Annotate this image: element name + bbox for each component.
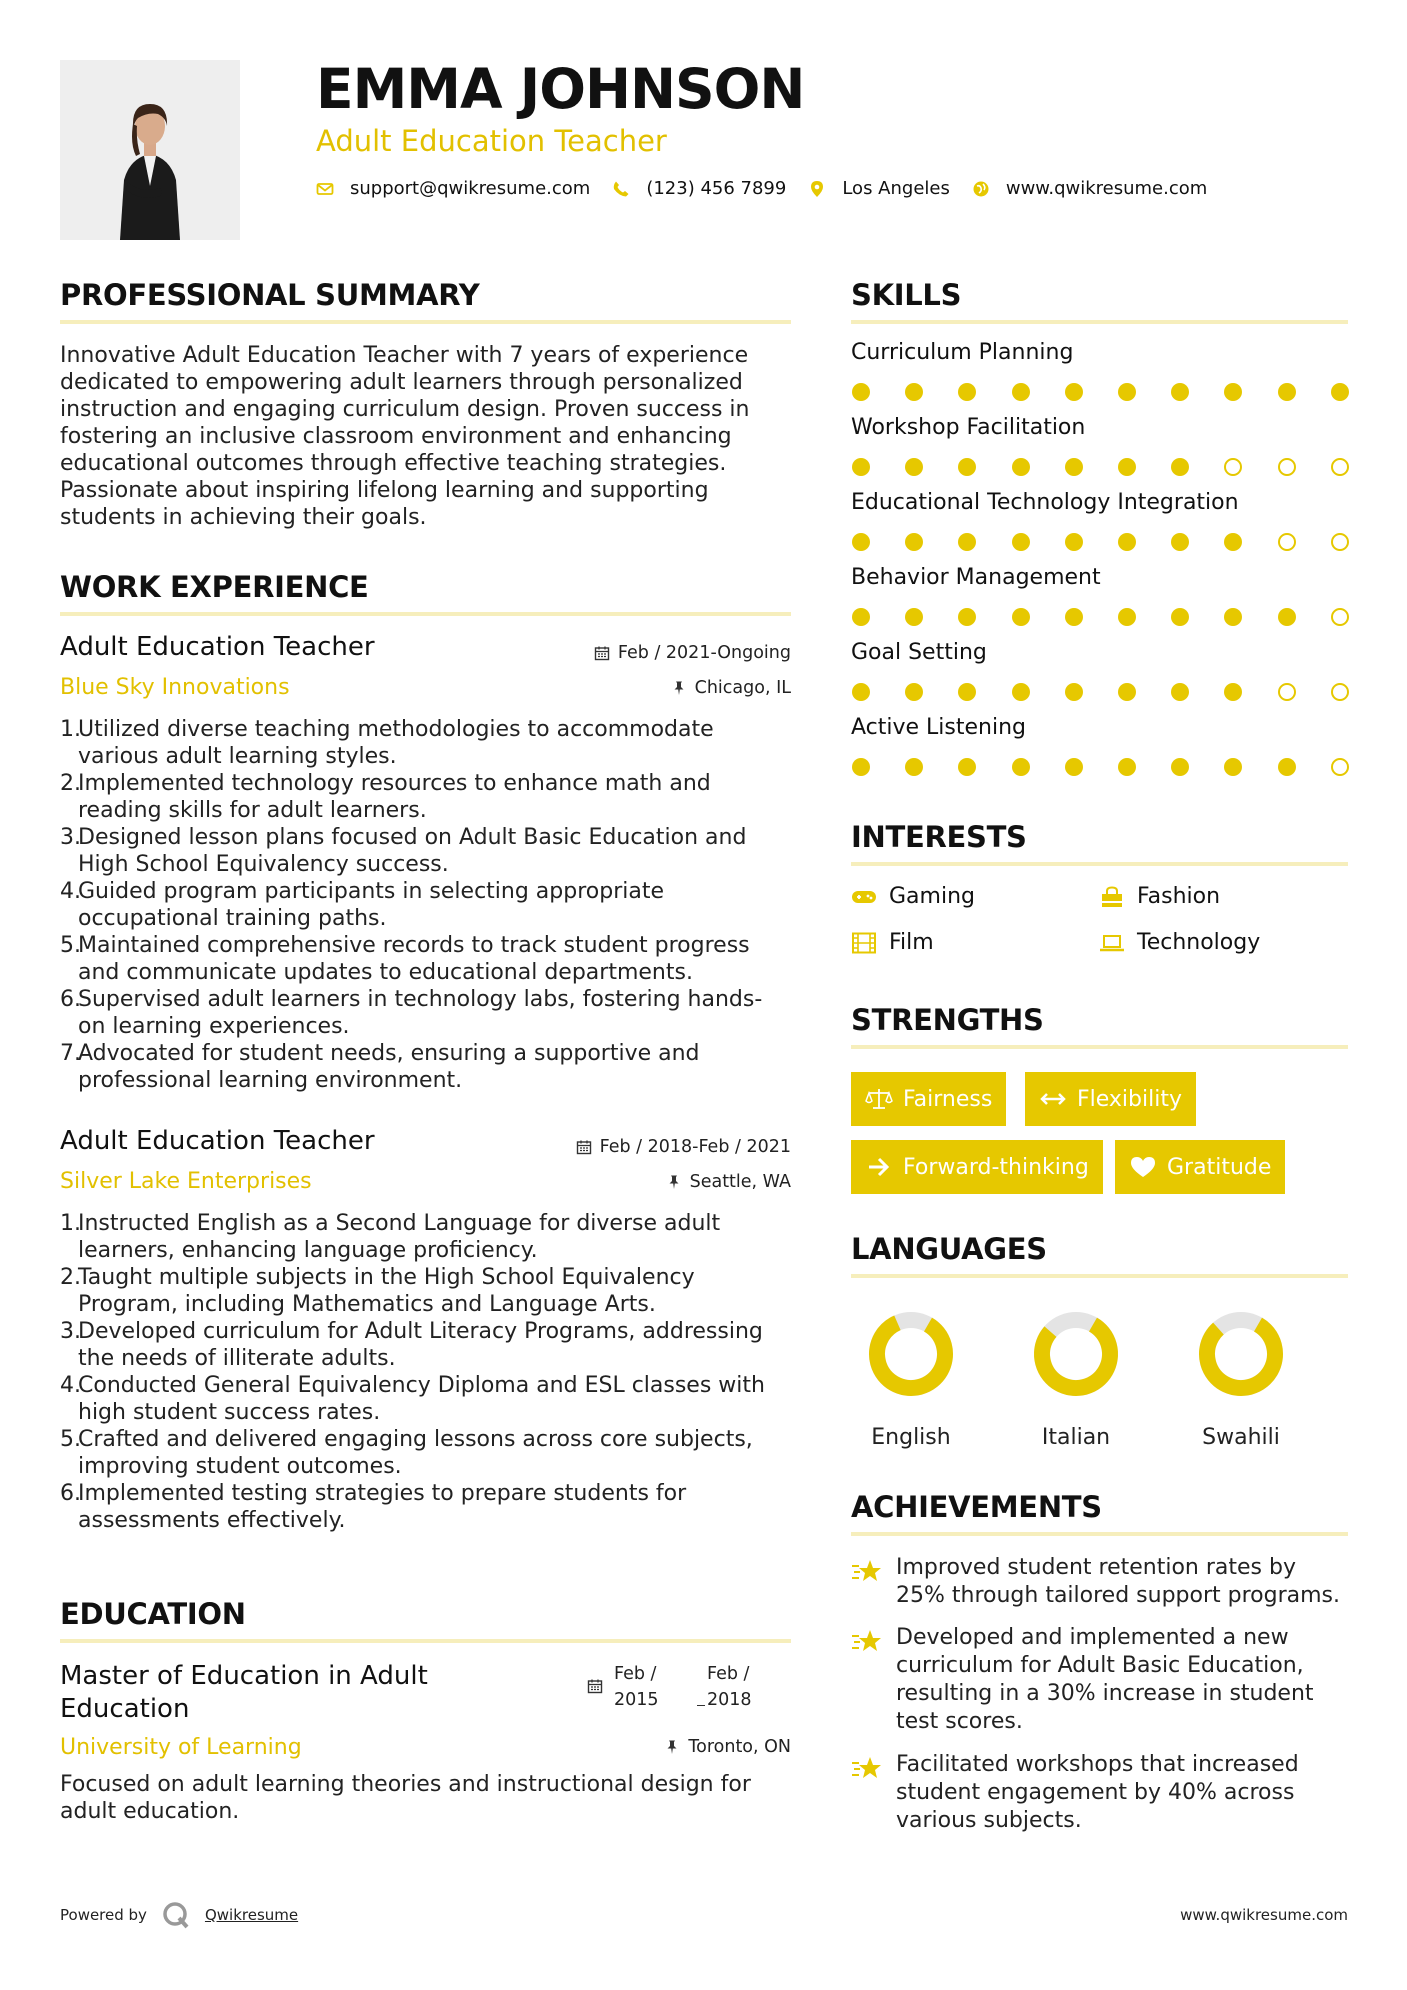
skill-rating bbox=[852, 683, 1348, 701]
education-end-date: Feb / 2018 bbox=[707, 1664, 752, 1710]
calendar-icon bbox=[587, 1678, 603, 1694]
qwikresume-logo-icon bbox=[161, 1900, 191, 1930]
footer-website[interactable]: www.qwikresume.com bbox=[1180, 1906, 1348, 1924]
summary-line: Passionate about inspiring lifelong learning and supporting bbox=[60, 478, 709, 503]
rating-dot-filled bbox=[905, 608, 923, 626]
rating-dot-filled bbox=[1171, 608, 1189, 626]
rating-dot-empty bbox=[1331, 683, 1349, 701]
interest-item bbox=[1099, 930, 1260, 955]
job-duties bbox=[60, 1210, 800, 1534]
skills-heading: SKILLS bbox=[851, 278, 962, 312]
school-name: University of Learning bbox=[60, 1735, 302, 1760]
list-item: 2. Implemented technology resources to enhance math and reading skills for adult learners. bbox=[60, 771, 711, 823]
interest-label: Film bbox=[889, 930, 934, 955]
language-proficiency-donut bbox=[1198, 1311, 1284, 1397]
strength-label: Flexibility bbox=[1077, 1086, 1182, 1112]
experience-heading: WORK EXPERIENCE bbox=[60, 570, 369, 604]
profile-photo bbox=[60, 60, 240, 240]
job-dates bbox=[576, 1137, 791, 1157]
rating-dot-filled bbox=[1171, 383, 1189, 401]
rating-dot-filled bbox=[1278, 383, 1296, 401]
rating-dot-empty bbox=[1224, 458, 1242, 476]
rating-dot-empty bbox=[1331, 533, 1349, 551]
skill-name: Behavior Management bbox=[851, 565, 1101, 590]
rating-dot-empty bbox=[1331, 758, 1349, 776]
contact-website[interactable] bbox=[972, 178, 1207, 199]
rating-dot-filled bbox=[852, 458, 870, 476]
rating-dot-empty bbox=[1331, 608, 1349, 626]
degree-title bbox=[60, 1660, 428, 1726]
skill-rating bbox=[852, 533, 1348, 551]
rating-dot-empty bbox=[1278, 458, 1296, 476]
achievements-heading: ACHIEVEMENTS bbox=[851, 1490, 1102, 1524]
interest-item bbox=[851, 884, 975, 909]
rating-dot-filled bbox=[1118, 533, 1136, 551]
rating-dot-filled bbox=[958, 683, 976, 701]
rating-dot-filled bbox=[958, 383, 976, 401]
rating-dot-filled bbox=[1012, 533, 1030, 551]
rating-dot-filled bbox=[1118, 458, 1136, 476]
skill-rating bbox=[852, 458, 1348, 476]
interests-divider bbox=[851, 862, 1348, 866]
interest-label: Fashion bbox=[1137, 884, 1221, 909]
rating-dot-filled bbox=[1224, 683, 1242, 701]
job-title: Adult Education Teacher bbox=[60, 1126, 375, 1156]
list-item: 2. Taught multiple subjects in the High School Equivalency Program, including Mathematics and Language Arts. bbox=[60, 1265, 695, 1317]
summary-line: educational outcomes through effective teaching strategies. bbox=[60, 451, 727, 476]
language-item bbox=[1176, 1311, 1306, 1450]
star-icon bbox=[851, 1558, 883, 1586]
rating-dot-filled bbox=[958, 533, 976, 551]
list-item: 5. Maintained comprehensive records to track student progress and communicate updates to educational departments. bbox=[60, 933, 750, 985]
education-description: Focused on adult learning theories and instructional design for adult education. bbox=[60, 1772, 751, 1824]
map-pin-icon bbox=[808, 180, 826, 198]
rating-dot-filled bbox=[1118, 758, 1136, 776]
strength-label: Gratitude bbox=[1167, 1154, 1272, 1180]
rating-dot-empty bbox=[1331, 458, 1349, 476]
rating-dot-filled bbox=[1171, 758, 1189, 776]
list-item: 6. Implemented testing strategies to prepare students for assessments effectively. bbox=[60, 1481, 687, 1533]
rating-dot-filled bbox=[1012, 683, 1030, 701]
rating-dot-filled bbox=[905, 383, 923, 401]
achievement-text: Developed and implemented a new curriculum for Adult Basic Education, resulting in a 30% increase in student test scores. bbox=[896, 1625, 1314, 1734]
rating-dot-empty bbox=[1278, 533, 1296, 551]
pushpin-icon bbox=[671, 680, 687, 696]
summary-line: dedicated to empowering adult learners through personalized bbox=[60, 370, 743, 395]
skill-rating bbox=[852, 608, 1348, 626]
rating-dot-filled bbox=[1065, 533, 1083, 551]
person-silhouette-icon bbox=[60, 60, 240, 240]
strength-label: Fairness bbox=[903, 1086, 993, 1112]
rating-dot-filled bbox=[1065, 458, 1083, 476]
strength-badge bbox=[851, 1140, 1103, 1194]
rating-dot-filled bbox=[1331, 383, 1349, 401]
degree-line: Education bbox=[60, 1694, 190, 1724]
education-divider bbox=[60, 1639, 791, 1643]
achievements-divider bbox=[851, 1532, 1348, 1536]
interest-label: Gaming bbox=[889, 884, 975, 909]
rating-dot-filled bbox=[905, 683, 923, 701]
calendar-icon bbox=[594, 645, 610, 661]
language-name: Swahili bbox=[1202, 1425, 1280, 1450]
job-location-text: Seattle, WA bbox=[689, 1172, 791, 1192]
strength-label: Forward-thinking bbox=[903, 1154, 1089, 1180]
rating-dot-filled bbox=[1224, 533, 1242, 551]
arrows-horizontal-icon bbox=[1039, 1087, 1067, 1111]
rating-dot-filled bbox=[1278, 758, 1296, 776]
summary-line: Innovative Adult Education Teacher with 7 years of experience bbox=[60, 343, 749, 368]
rating-dot-filled bbox=[958, 608, 976, 626]
job-company: Blue Sky Innovations bbox=[60, 675, 290, 700]
strengths-divider bbox=[851, 1045, 1348, 1049]
pushpin-icon bbox=[666, 1174, 682, 1190]
language-item bbox=[1011, 1311, 1141, 1450]
education-location-text: Toronto, ON bbox=[688, 1737, 791, 1757]
list-item: 7. Advocated for student needs, ensuring a supportive and professional learning environment. bbox=[60, 1041, 700, 1093]
summary-divider bbox=[60, 320, 791, 324]
list-item: 4. Conducted General Equivalency Diploma and ESL classes with high student success rates. bbox=[60, 1373, 765, 1425]
strength-badge bbox=[851, 1072, 1006, 1126]
rating-dot-filled bbox=[1171, 683, 1189, 701]
phone-icon bbox=[612, 180, 630, 198]
calendar-icon bbox=[576, 1139, 592, 1155]
shopping-bag-icon bbox=[1099, 886, 1125, 908]
achievement-text: Facilitated workshops that increased student engagement by 40% across various subjects. bbox=[896, 1752, 1299, 1833]
achievement-text: Improved student retention rates by 25% through tailored support programs. bbox=[896, 1555, 1340, 1608]
list-item: 5. Crafted and delivered engaging lessons across core subjects, improving student outcomes. bbox=[60, 1427, 753, 1479]
job-title: Adult Education Teacher bbox=[60, 632, 375, 662]
rating-dot-filled bbox=[852, 533, 870, 551]
powered-by-label: Powered by bbox=[60, 1906, 147, 1924]
contact-phone[interactable] bbox=[612, 178, 786, 199]
rating-dot-filled bbox=[1224, 608, 1242, 626]
rating-dot-filled bbox=[1171, 533, 1189, 551]
rating-dot-filled bbox=[1065, 758, 1083, 776]
skill-name: Curriculum Planning bbox=[851, 340, 1074, 365]
rating-dot-filled bbox=[852, 683, 870, 701]
language-name: English bbox=[871, 1425, 951, 1450]
job-location-text: Chicago, IL bbox=[694, 678, 791, 698]
rating-dot-empty bbox=[1278, 683, 1296, 701]
education-heading: EDUCATION bbox=[60, 1597, 246, 1631]
list-item: 3. Designed lesson plans focused on Adult Basic Education and High School Equivalency success. bbox=[60, 825, 747, 877]
rating-dot-filled bbox=[1012, 383, 1030, 401]
arrow-right-icon bbox=[865, 1155, 893, 1179]
laptop-icon bbox=[1099, 932, 1125, 954]
job-location bbox=[666, 1172, 791, 1192]
rating-dot-filled bbox=[1278, 608, 1296, 626]
skill-rating bbox=[852, 758, 1348, 776]
education-location bbox=[664, 1737, 791, 1757]
rating-dot-filled bbox=[1012, 758, 1030, 776]
rating-dot-filled bbox=[852, 608, 870, 626]
summary-text bbox=[60, 342, 800, 531]
languages-divider bbox=[851, 1274, 1348, 1278]
rating-dot-filled bbox=[1118, 383, 1136, 401]
rating-dot-filled bbox=[1012, 458, 1030, 476]
list-item: 4. Guided program participants in selecting appropriate occupational training paths. bbox=[60, 879, 664, 931]
interest-item bbox=[851, 930, 934, 955]
summary-heading: PROFESSIONAL SUMMARY bbox=[60, 278, 480, 312]
rating-dot-filled bbox=[958, 758, 976, 776]
pushpin-icon bbox=[664, 1739, 680, 1755]
date-separator bbox=[697, 1705, 705, 1706]
education-start-date: Feb / 2015 bbox=[614, 1664, 659, 1710]
skill-name: Active Listening bbox=[851, 715, 1027, 740]
job-location bbox=[671, 678, 791, 698]
rating-dot-filled bbox=[1118, 608, 1136, 626]
rating-dot-filled bbox=[1224, 383, 1242, 401]
film-icon bbox=[851, 932, 877, 954]
heart-icon bbox=[1129, 1155, 1157, 1179]
rating-dot-filled bbox=[1118, 683, 1136, 701]
interests-heading: INTERESTS bbox=[851, 820, 1027, 854]
job-dates-text: Feb / 2018-Feb / 2021 bbox=[599, 1137, 791, 1157]
interest-label: Technology bbox=[1137, 930, 1261, 955]
job-duties bbox=[60, 716, 800, 1094]
language-name: Italian bbox=[1041, 1425, 1111, 1450]
rating-dot-filled bbox=[852, 383, 870, 401]
summary-line: students in achieving their goals. bbox=[60, 505, 427, 530]
summary-line: instruction and engaging curriculum design. Proven success in bbox=[60, 397, 750, 422]
skill-rating bbox=[852, 383, 1348, 401]
job-dates-text: Feb / 2021-Ongoing bbox=[617, 643, 791, 663]
website-text: www.qwikresume.com bbox=[1005, 178, 1208, 199]
strengths-heading: STRENGTHS bbox=[851, 1003, 1044, 1037]
language-proficiency-donut bbox=[1033, 1311, 1119, 1397]
contact-bar bbox=[316, 178, 1229, 199]
list-item: 1. Instructed English as a Second Language for diverse adult learners, enhancing language proficiency. bbox=[60, 1211, 721, 1263]
contact-location bbox=[808, 178, 950, 199]
strength-badge bbox=[1115, 1140, 1285, 1194]
strength-badge bbox=[1025, 1072, 1196, 1126]
languages-heading: LANGUAGES bbox=[851, 1232, 1047, 1266]
skill-name: Goal Setting bbox=[851, 640, 987, 665]
rating-dot-filled bbox=[1171, 458, 1189, 476]
location-text: Los Angeles bbox=[842, 178, 950, 199]
candidate-title: Adult Education Teacher bbox=[316, 124, 667, 158]
skill-name: Workshop Facilitation bbox=[851, 415, 1086, 440]
list-item: 3. Developed curriculum for Adult Literacy Programs, addressing the needs of illiterate adults. bbox=[60, 1319, 763, 1371]
skills-divider bbox=[851, 320, 1348, 324]
brand-link[interactable]: Qwikresume bbox=[204, 1906, 299, 1924]
email-text: support@qwikresume.com bbox=[350, 178, 591, 199]
job-dates bbox=[594, 643, 791, 663]
contact-email[interactable] bbox=[316, 178, 590, 199]
rating-dot-filled bbox=[1065, 383, 1083, 401]
interest-item bbox=[1099, 884, 1220, 909]
gamepad-icon bbox=[851, 886, 877, 908]
rating-dot-filled bbox=[905, 458, 923, 476]
summary-line: fostering an inclusive classroom environment and enhancing bbox=[60, 424, 732, 449]
rating-dot-filled bbox=[1065, 683, 1083, 701]
rating-dot-filled bbox=[1065, 608, 1083, 626]
list-item: 6. Supervised adult learners in technology labs, fostering hands- on learning experiences. bbox=[60, 987, 763, 1039]
star-icon bbox=[851, 1628, 883, 1656]
candidate-name: EMMA JOHNSON bbox=[316, 57, 805, 121]
envelope-icon bbox=[316, 180, 334, 198]
balance-scale-icon bbox=[865, 1087, 893, 1111]
language-proficiency-donut bbox=[868, 1311, 954, 1397]
experience-divider bbox=[60, 612, 791, 616]
language-item bbox=[846, 1311, 976, 1450]
star-icon bbox=[851, 1755, 883, 1783]
rating-dot-filled bbox=[958, 458, 976, 476]
rating-dot-filled bbox=[905, 533, 923, 551]
footer-powered-by bbox=[60, 1900, 298, 1930]
job-company: Silver Lake Enterprises bbox=[60, 1169, 312, 1194]
globe-icon bbox=[972, 180, 990, 198]
rating-dot-filled bbox=[852, 758, 870, 776]
list-item: 1. Utilized diverse teaching methodologies to accommodate various adult learning styles. bbox=[60, 717, 714, 769]
degree-line: Master of Education in Adult bbox=[60, 1661, 428, 1691]
phone-text: (123) 456 7899 bbox=[646, 178, 787, 199]
rating-dot-filled bbox=[1012, 608, 1030, 626]
rating-dot-filled bbox=[1224, 758, 1242, 776]
rating-dot-filled bbox=[905, 758, 923, 776]
skill-name: Educational Technology Integration bbox=[851, 490, 1239, 515]
